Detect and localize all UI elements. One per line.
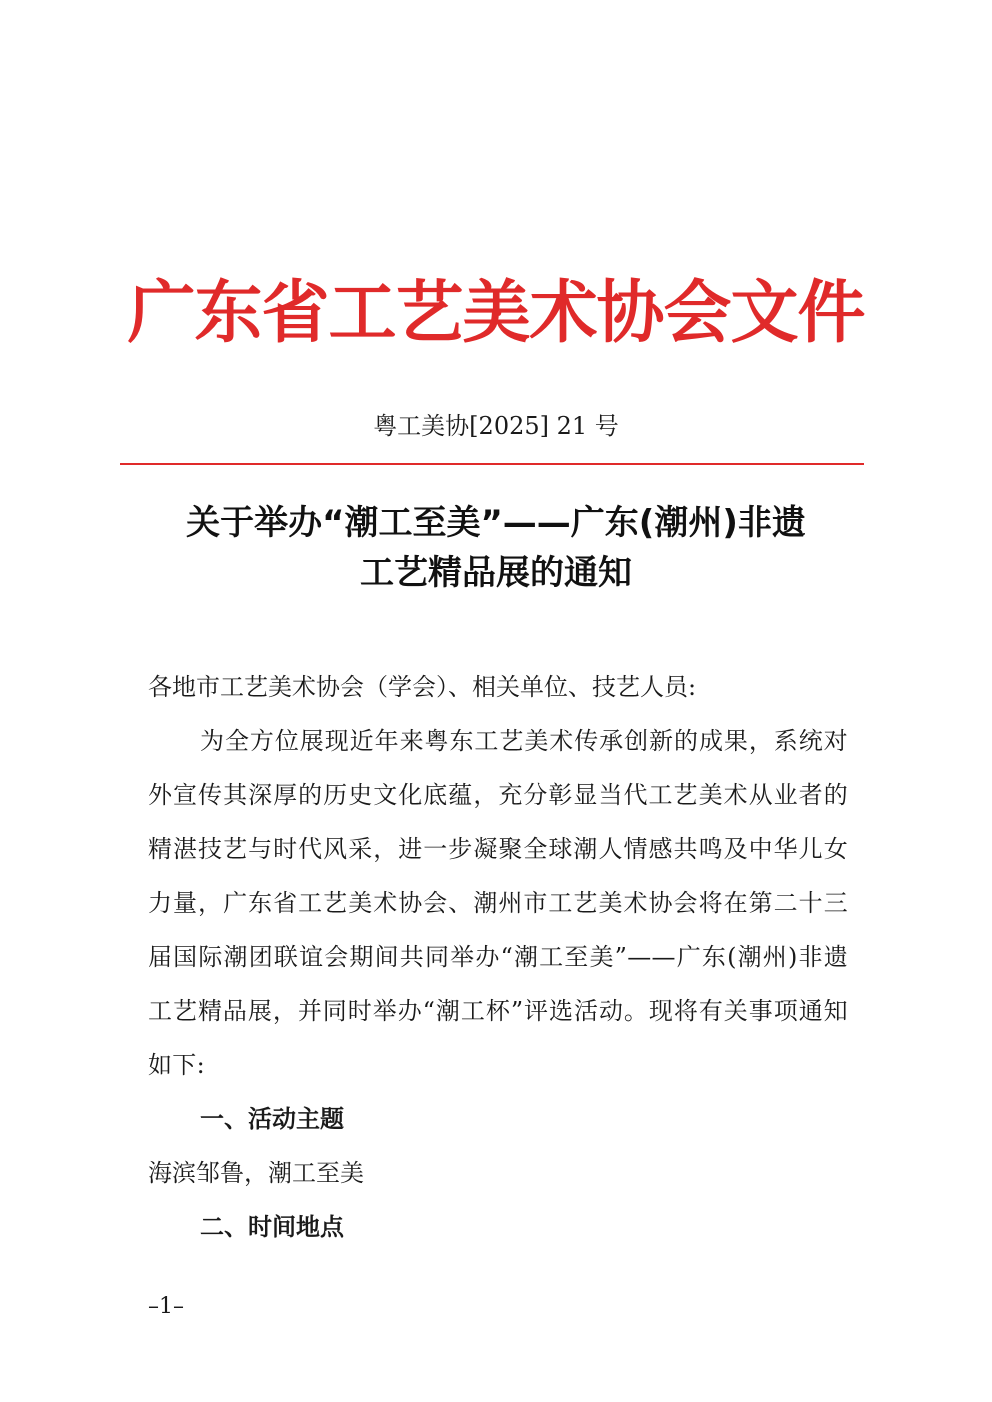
section-heading-time-place: 二、时间地点 xyxy=(200,1213,344,1241)
document-number: 粤工美协[2025] 21 号 xyxy=(373,412,619,440)
page-number: –1– xyxy=(148,1294,184,1319)
notice-body xyxy=(148,660,848,1254)
masthead-title: 广东省工艺美术协会文件 xyxy=(127,273,865,353)
notice-title xyxy=(100,498,892,598)
red-divider-line xyxy=(120,463,864,465)
salutation: 各地市工艺美术协会（学会）、相关单位、技艺人员: xyxy=(148,673,697,701)
section-heading-theme: 一、活动主题 xyxy=(200,1105,344,1133)
intro-paragraph: 为全方位展现近年来粤东工艺美术传承创新的成果，系统对外宣传其深厚的历史文化底蕴，充分彰显当代工艺美术从业者的精湛技艺与时代风采，进一步凝聚全球潮人情感共鸣及中华儿女力量，广东省工艺美术协会、潮州市工艺美术协会将在第二十三届国际潮团联谊会期间共同举办“潮工至美”——广东(潮州)非遗工艺精品展，并同时举办“潮工杯”评选活动。现将有关事项通知如下: xyxy=(148,727,848,1079)
section-text-theme: 海滨邹鲁，潮工至美 xyxy=(148,1159,364,1187)
notice-title-line-2: 工艺精品展的通知 xyxy=(360,553,632,593)
notice-title-line-1: 关于举办“潮工至美”——广东(潮州)非遗 xyxy=(186,503,806,543)
